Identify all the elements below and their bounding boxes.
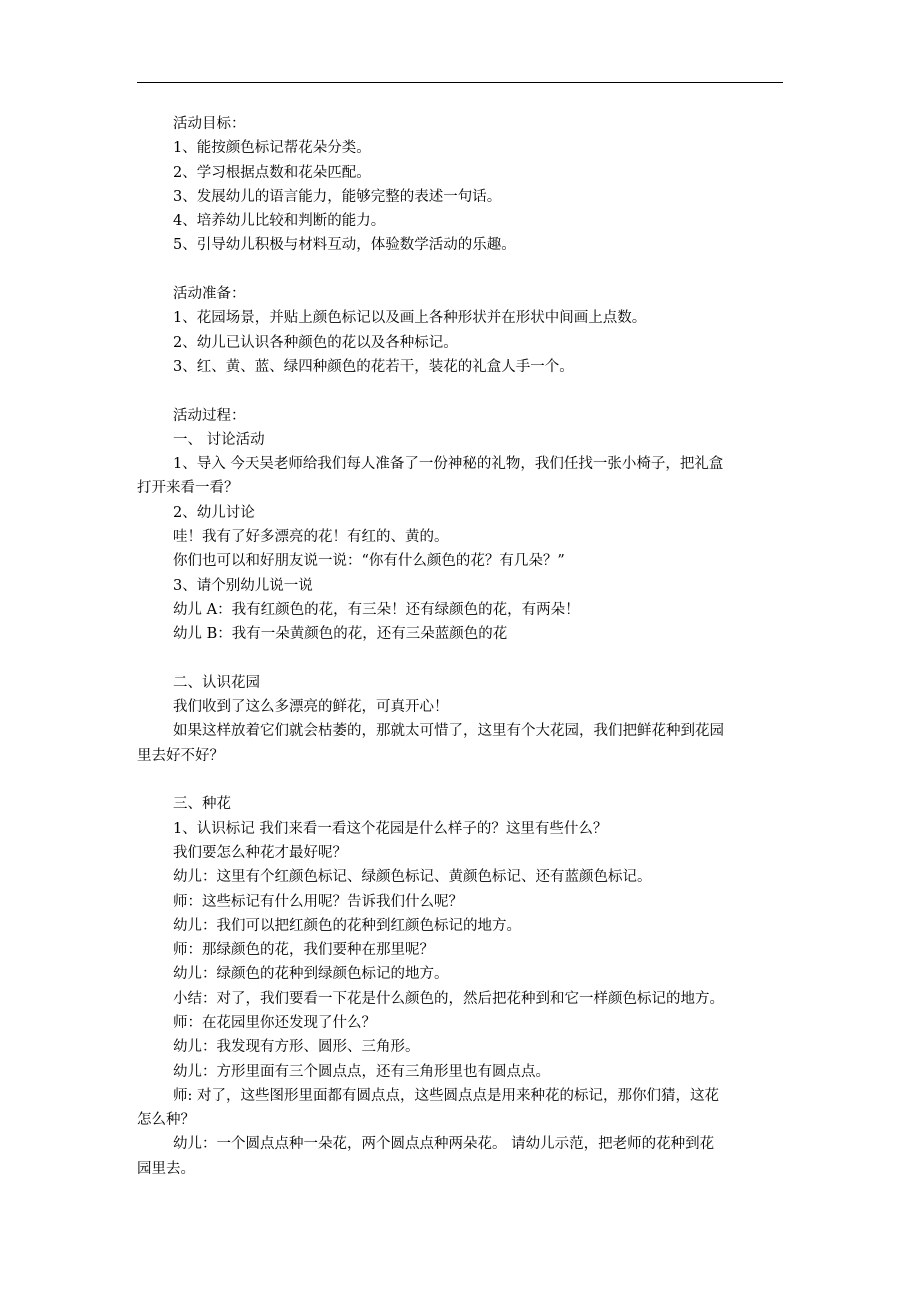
text-line: 1、导入 今天吴老师给我们每人准备了一份神秘的礼物，我们任找一张小椅子，把礼盒 xyxy=(173,456,724,473)
subsection-heading: 二、认识花园 xyxy=(173,674,260,691)
text-line: 1、能按颜色标记帮花朵分类。 xyxy=(173,140,371,157)
text-line: 3、红、黄、蓝、绿四种颜色的花若干，装花的礼盒人手一个。 xyxy=(173,358,574,375)
text-line: 幼儿 A：我有红颜色的花，有三朵！还有绿颜色的花，有两朵！ xyxy=(173,601,580,618)
text-line: 幼儿：这里有个红颜色标记、绿颜色标记、黄颜色标记、还有蓝颜色标记。 xyxy=(173,869,652,886)
text-line: 师：那绿颜色的花，我们要种在那里呢？ xyxy=(173,942,434,959)
text-line: 我们要怎么种花才最好呢？ xyxy=(173,844,347,861)
text-line: 师：这些标记有什么用呢？告诉我们什么呢？ xyxy=(173,893,463,910)
text-line: 4、培养幼儿比较和判断的能力。 xyxy=(173,213,386,230)
blank-line xyxy=(0,768,920,792)
text-line-continued: 里去好不好？ xyxy=(137,747,224,764)
text-line-continued: 打开来看一看？ xyxy=(137,480,239,497)
blank-line xyxy=(0,379,920,403)
text-line: 你们也可以和好朋友说一说：“你有什么颜色的花？有几朵？” xyxy=(173,553,565,570)
text-line: 小结：对了，我们要看一下花是什么颜色的，然后把花种到和它一样颜色标记的地方。 xyxy=(173,990,724,1007)
text-line-continued: 怎么种？ xyxy=(137,1112,195,1129)
text-line: 幼儿 B：我有一朵黄颜色的花，还有三朵蓝颜色的花 xyxy=(173,626,508,643)
text-line: 幼儿：绿颜色的花种到绿颜色标记的地方。 xyxy=(173,966,449,983)
section-heading-process: 活动过程： xyxy=(173,407,246,424)
blank-line xyxy=(0,258,920,282)
text-line: 哇！我有了好多漂亮的花！有红的、黄的。 xyxy=(173,529,449,546)
section-heading-goals: 活动目标： xyxy=(173,116,246,132)
text-line: 幼儿：我们可以把红颜色的花种到红颜色标记的地方。 xyxy=(173,917,521,934)
subsection-heading: 三、种花 xyxy=(173,796,231,813)
document-body xyxy=(0,112,920,1181)
text-line: 师: 对了，这些图形里面都有圆点点，这些圆点点是用来种花的标记，那你们猜，这花 xyxy=(173,1087,719,1104)
text-line: 如果这样放着它们就会枯萎的，那就太可惜了，这里有个大花园，我们把鲜花种到花园 xyxy=(173,723,724,740)
text-line: 2、幼儿讨论 xyxy=(173,504,255,521)
subsection-heading: 一、 讨论活动 xyxy=(173,431,265,448)
header-rule xyxy=(137,82,783,83)
text-line: 幼儿：一个圆点点种一朵花，两个圆点点种两朵花。 请幼儿示范，把老师的花种到花 xyxy=(173,1136,715,1153)
text-line: 3、发展幼儿的语言能力，能够完整的表述一句话。 xyxy=(173,188,502,205)
text-line: 3、请个别幼儿说一说 xyxy=(173,577,313,594)
blank-line xyxy=(0,647,920,671)
text-line: 幼儿：我发现有方形、圆形、三角形。 xyxy=(173,1039,420,1056)
text-line: 我们收到了这么多漂亮的鲜花，可真开心！ xyxy=(173,699,449,716)
text-line: 1、认识标记 我们来看一看这个花园是什么样子的？这里有些什么？ xyxy=(173,820,608,837)
text-line: 2、学习根据点数和花朵匹配。 xyxy=(173,164,371,181)
text-line: 1、花园场景，并贴上颜色标记以及画上各种形状并在形状中间画上点数。 xyxy=(173,310,647,327)
text-line: 师：在花园里你还发现了什么？ xyxy=(173,1014,376,1031)
section-heading-preparation: 活动准备： xyxy=(173,286,246,303)
text-line: 幼儿：方形里面有三个圆点点，还有三角形里也有圆点点。 xyxy=(173,1063,550,1080)
text-line: 5、引导幼儿积极与材料互动，体验数学活动的乐趣。 xyxy=(173,237,516,254)
text-line-continued: 园里去。 xyxy=(137,1160,195,1177)
text-line: 2、幼儿已认识各种颜色的花以及各种标记。 xyxy=(173,334,458,351)
